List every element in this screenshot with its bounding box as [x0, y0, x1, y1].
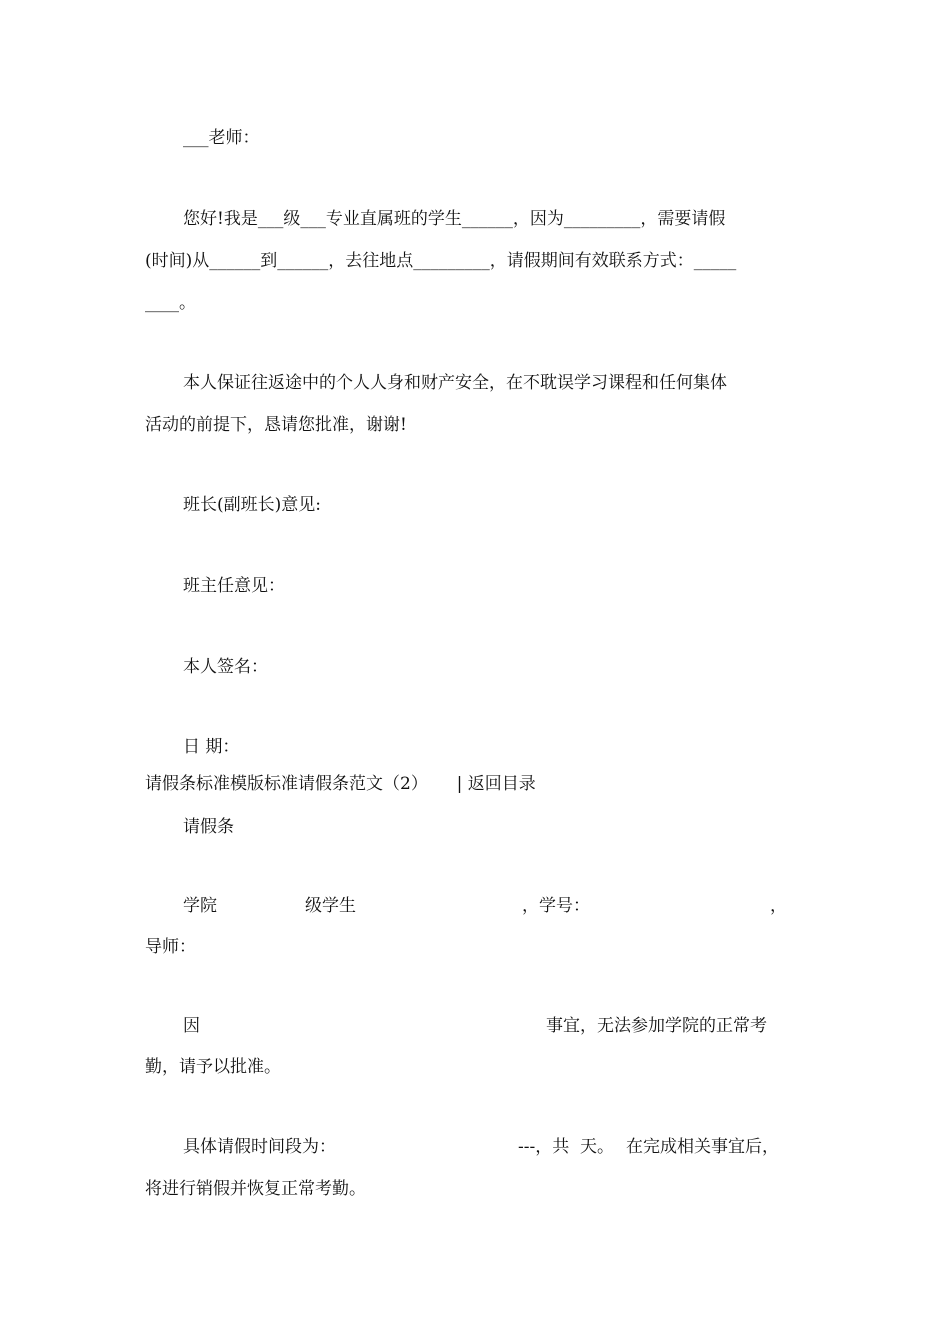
reason-start: 因 [183, 1016, 200, 1036]
section-heading [145, 774, 810, 794]
paragraph-line: 您好!我是___级___专业直属班的学生______，因为_________，需要请假 [183, 209, 726, 229]
student-no-label: ，学号： [522, 896, 590, 916]
date-label: 日 期： [183, 737, 240, 757]
period-line [183, 1137, 810, 1157]
leave-note-title: 请假条 [183, 817, 234, 837]
salutation: ___老师： [183, 128, 260, 148]
trailing-comma: ， [770, 896, 787, 916]
period-line-2: 将进行销假并恢复正常考勤。 [145, 1179, 366, 1199]
grade-label: 级学生 [305, 896, 356, 916]
paragraph-line: 本人保证往返途中的个人人身和财产安全，在不耽误学习课程和任何集体 [183, 373, 727, 393]
signature-label: 本人签名： [183, 657, 268, 677]
reason-end: 事宜，无法参加学院的正常考 [546, 1016, 767, 1036]
period-label: 具体请假时间段为： [183, 1137, 336, 1157]
teacher-opinion-label: 班主任意见： [183, 576, 285, 596]
period-mid: ---，共 天。 [518, 1137, 615, 1157]
student-info-line [183, 896, 810, 916]
section-title: 请假条标准模版标准请假条范文（2） [145, 774, 428, 794]
period-after: 在完成相关事宜后， [626, 1137, 780, 1157]
back-to-contents-link[interactable]: | 返回目录 [456, 774, 536, 794]
advisor-label: 导师： [145, 937, 196, 957]
college-label: 学院 [183, 896, 217, 916]
paragraph-line: ____。 [145, 293, 196, 313]
paragraph-line: (时间)从______到______，去往地点_________，请假期间有效联系方式：_____ [145, 251, 737, 271]
reason-line [183, 1016, 810, 1036]
paragraph-line: 活动的前提下，恳请您批准，谢谢! [145, 415, 407, 435]
reason-line-2: 勤，请予以批准。 [145, 1057, 281, 1077]
monitor-opinion-label: 班长(副班长)意见: [183, 495, 321, 515]
